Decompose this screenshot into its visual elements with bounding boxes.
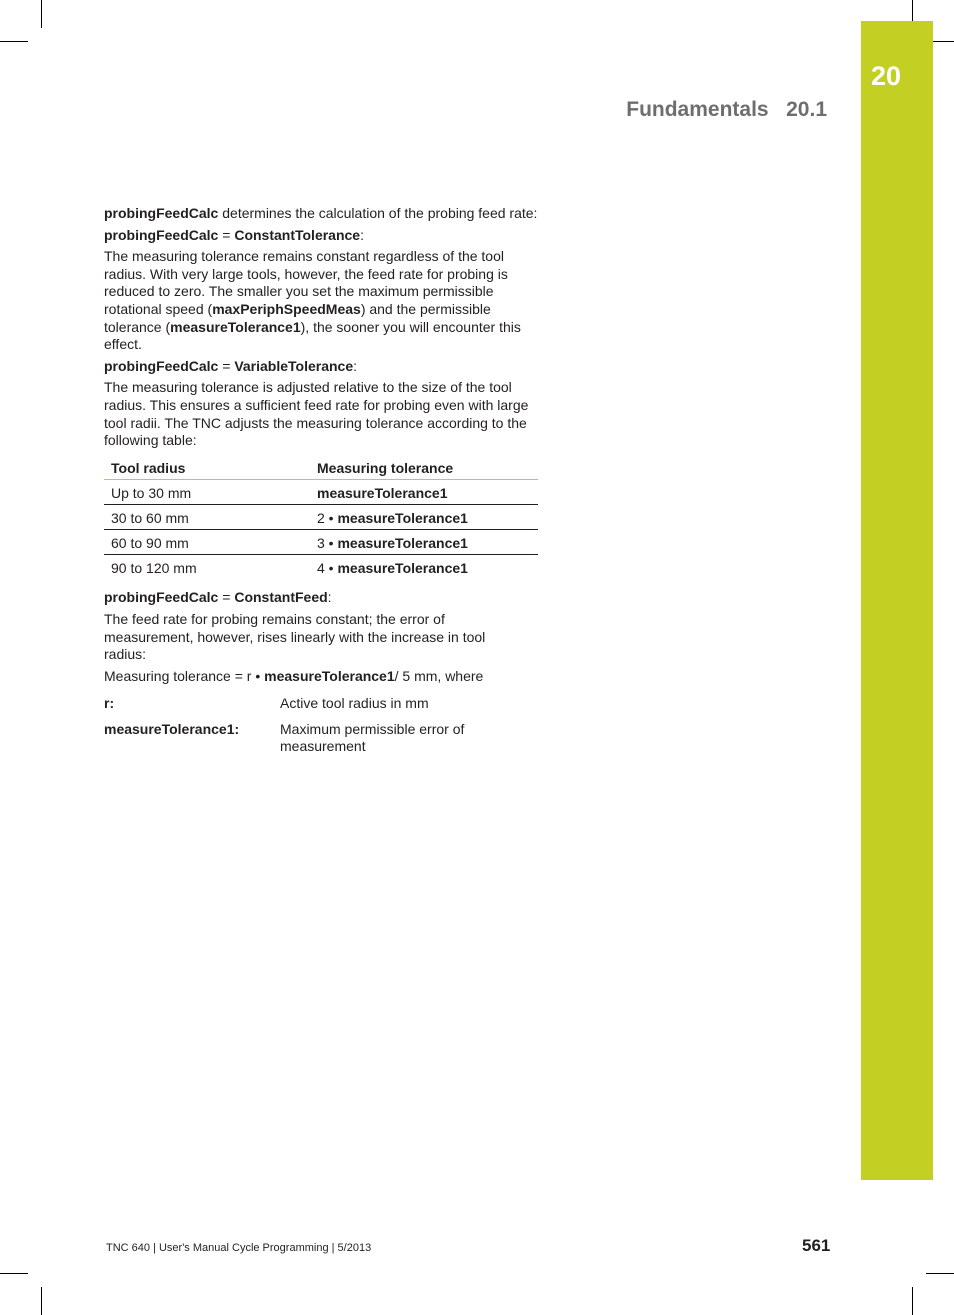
text: Measuring tolerance = r • [104,667,265,684]
cell-radius: 30 to 60 mm [104,505,310,530]
page-number: 561 [802,1236,831,1255]
text: / 5 mm, where [394,667,484,684]
option-heading [104,227,544,245]
text: = [218,357,235,374]
param-name: maxPeriphSpeedMeas [212,300,361,317]
param-name: probingFeedCalc [104,205,219,221]
definition-text: Active tool radius in mm [280,695,429,712]
intro-paragraph [104,205,544,223]
chapter-number: 20 [870,61,902,91]
text: : [353,357,358,374]
column-header: Tool radius [104,456,310,480]
definition-row [104,721,544,756]
section-header [626,98,827,122]
param-value: ConstantTolerance [234,226,361,243]
definition-text: Maximum permissible error of measurement [280,720,465,755]
crop-mark [926,1273,954,1274]
text: : [360,226,364,243]
crop-mark [912,1287,913,1315]
text: determines the calculation of the probing feed rate: [218,205,538,221]
text: : [327,589,332,606]
cell-tolerance [310,555,538,580]
param-name: measureTolerance1 [337,559,468,576]
table-row [104,505,538,530]
crop-mark [0,1273,28,1274]
tolerance-table [104,456,538,580]
param-value: ConstantFeed [234,589,328,606]
paragraph: The feed rate for probing remains constant; the error of measurement, however, rises linearly with the increase in tool radius: [104,610,486,663]
chapter-tab [861,21,933,1180]
table-header-row [104,456,538,480]
definition-term: r: [104,695,115,712]
cell-radius: 90 to 120 mm [111,559,197,576]
footer-text: TNC 640 | User's Manual Cycle Programming | 5/2013 [106,1242,372,1254]
table-row [104,530,538,555]
param-name: probingFeedCalc [104,226,219,243]
param-name: probingFeedCalc [104,357,219,374]
crop-mark [41,1287,42,1315]
param-name: measureTolerance1 [170,318,301,335]
factor: 2 • [317,509,338,526]
param-value: VariableTolerance [234,357,354,374]
param-name: measureTolerance1 [337,534,468,551]
crop-mark [0,41,28,42]
param-name: measureTolerance1 [264,667,395,684]
text: ), the sooner you will encounter this effect. [104,318,521,353]
body-content [104,205,544,756]
section-number: 20.1 [786,98,827,121]
paragraph [104,248,544,354]
option-heading [104,589,544,607]
cell-tolerance [310,505,538,530]
param-name: measureTolerance1 [317,484,448,501]
table-row [104,555,538,580]
paragraph: The measuring tolerance is adjusted relative to the size of the tool radius. This ensures a sufficient feed rate for probing even with large tool radii. The TNC adjusts the measuring tolerance according to the following table: [104,379,529,449]
param-name: probingFeedCalc [104,589,219,606]
crop-mark [912,0,913,21]
factor: 4 • [317,559,338,576]
cell-radius: Up to 30 mm [104,480,310,505]
table-row [104,480,538,505]
cell-tolerance [310,530,538,555]
factor: 3 • [317,534,338,551]
column-header: Measuring tolerance [310,456,538,480]
cell-tolerance [310,480,538,505]
text: ) and the permissible tolerance ( [104,300,491,335]
text: = [218,589,235,606]
definition-term: measureTolerance1: [104,720,240,737]
cell-radius: 60 to 90 mm [104,530,310,555]
definition-row [104,695,544,713]
text: The measuring tolerance remains constant regardless of the tool radius. With very large tools, however, the feed rate for probing is reduced to zero. The smaller you set the maximum permissible rotational speed ( [104,248,508,317]
param-name: measureTolerance1 [337,509,468,526]
formula [104,668,544,686]
crop-mark [41,0,42,28]
text: = [218,226,235,243]
section-title: Fundamentals [626,98,769,121]
crop-mark [933,41,954,42]
option-heading [104,358,544,376]
